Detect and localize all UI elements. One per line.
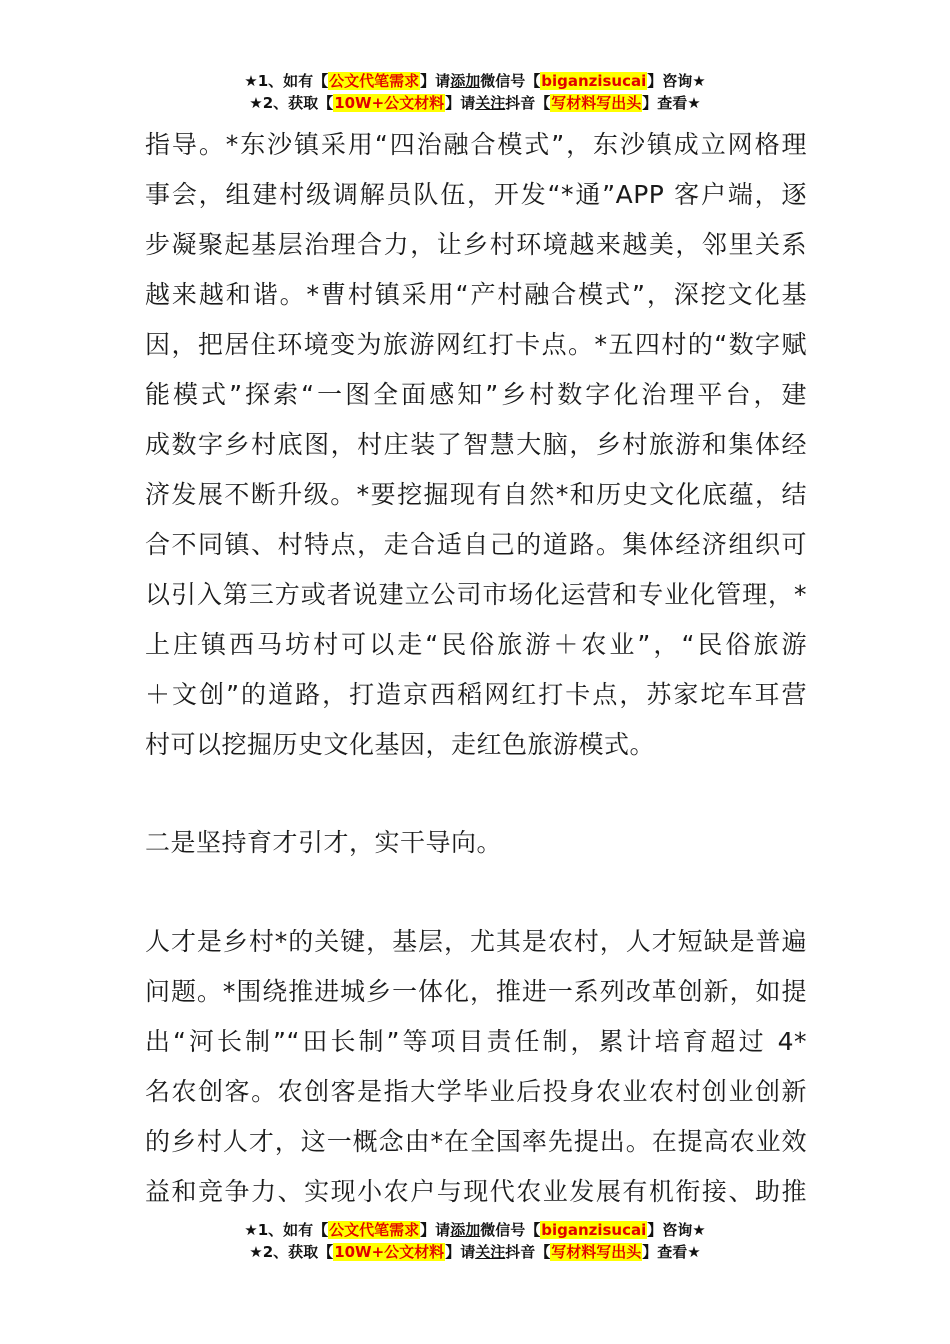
paragraph-line: 的乡村人才，这一概念由*在全国率先提出。在提高农业效 [145,1127,807,1156]
paragraph-line: 越来越和谐。*曹村镇采用“产村融合模式”，深挖文化基 [145,280,807,309]
banner-wechat-id: biganzisucai [541,1221,647,1239]
paragraph-line: 能模式”探索“一图全面感知”乡村数字化治理平台，建 [145,380,807,409]
banner-highlight: 10W+公文材料 [334,1243,445,1261]
paragraph-line: 人才是乡村*的关键，基层，尤其是农村，人才短缺是普遍 [145,927,807,956]
banner-text: 微信号【 [480,72,541,90]
banner-line-2 [0,1241,950,1263]
section-heading-text: 二是坚持育才引才，实干导向。 [145,828,503,857]
paragraph-line: 因，把居住环境变为旅游网红打卡点。*五四村的“数字赋 [145,330,807,359]
section-heading [145,818,807,868]
banner-text: 】查看★ [642,94,701,112]
banner-douyin-id: 写材料写出头 [551,1243,642,1261]
paragraph-line: 名农创客。农创客是指大学毕业后投身农业农村创业创新 [145,1077,807,1106]
banner-wechat-id: biganzisucai [541,72,647,90]
paragraph-line: ＋文创”的道路，打造京西稻网红打卡点，苏家坨车耳营 [145,680,807,709]
banner-text: ★1、如有【 [244,72,329,90]
banner-underlined: 添加 [450,72,481,90]
body-paragraph [145,120,807,770]
banner-highlight: 公文代笔需求 [329,1221,420,1239]
paragraph-line: 事会，组建村级调解员队伍，开发“*通”APP 客户端，逐 [145,180,807,209]
banner-text: 】请 [445,1243,476,1261]
banner-text: 】咨询★ [647,1221,706,1239]
banner-underlined: 添加 [450,1221,481,1239]
banner-douyin-id: 写材料写出头 [551,94,642,112]
paragraph-line: 合不同镇、村特点，走合适自己的道路。集体经济组织可 [145,530,807,559]
paragraph-line: 步凝聚起基层治理合力，让乡村环境越来越美，邻里关系 [145,230,807,259]
footer-banner [0,1219,950,1263]
banner-line-1 [0,1219,950,1241]
banner-highlight: 公文代笔需求 [329,72,420,90]
banner-text: 抖音【 [505,1243,551,1261]
body-paragraph [145,917,807,1217]
banner-line-2 [0,92,950,114]
banner-text: 】查看★ [642,1243,701,1261]
banner-underlined: 关注 [475,1243,506,1261]
banner-underlined: 关注 [475,94,506,112]
banner-text: ★1、如有【 [244,1221,329,1239]
banner-text: ★2、获取【 [249,1243,334,1261]
paragraph-line: 村可以挖掘历史文化基因，走红色旅游模式。 [145,730,656,759]
paragraph-line: 指导。*东沙镇采用“四治融合模式”，东沙镇成立网格理 [145,130,807,159]
banner-line-1 [0,70,950,92]
banner-text: 】咨询★ [647,72,706,90]
paragraph-line: 济发展不断升级。*要挖掘现有自然*和历史文化底蕴，结 [145,480,807,509]
banner-text: 】请 [445,94,476,112]
banner-text: 微信号【 [480,1221,541,1239]
banner-text: 】请 [420,72,451,90]
banner-text: 】请 [420,1221,451,1239]
paragraph-line: 以引入第三方或者说建立公司市场化运营和专业化管理，* [145,580,807,609]
banner-text: 抖音【 [505,94,551,112]
header-banner [0,70,950,114]
paragraph-line: 问题。*围绕推进城乡一体化，推进一系列改革创新，如提 [145,977,807,1006]
paragraph-line: 成数字乡村底图，村庄装了智慧大脑，乡村旅游和集体经 [145,430,807,459]
paragraph-line: 益和竞争力、实现小农户与现代农业发展有机衔接、助推 [145,1177,807,1206]
paragraph-line: 出“河长制”“田长制”等项目责任制，累计培育超过 4* [145,1027,807,1056]
banner-highlight: 10W+公文材料 [334,94,445,112]
paragraph-line: 上庄镇西马坊村可以走“民俗旅游＋农业”，“民俗旅游 [145,630,807,659]
banner-text: ★2、获取【 [249,94,334,112]
